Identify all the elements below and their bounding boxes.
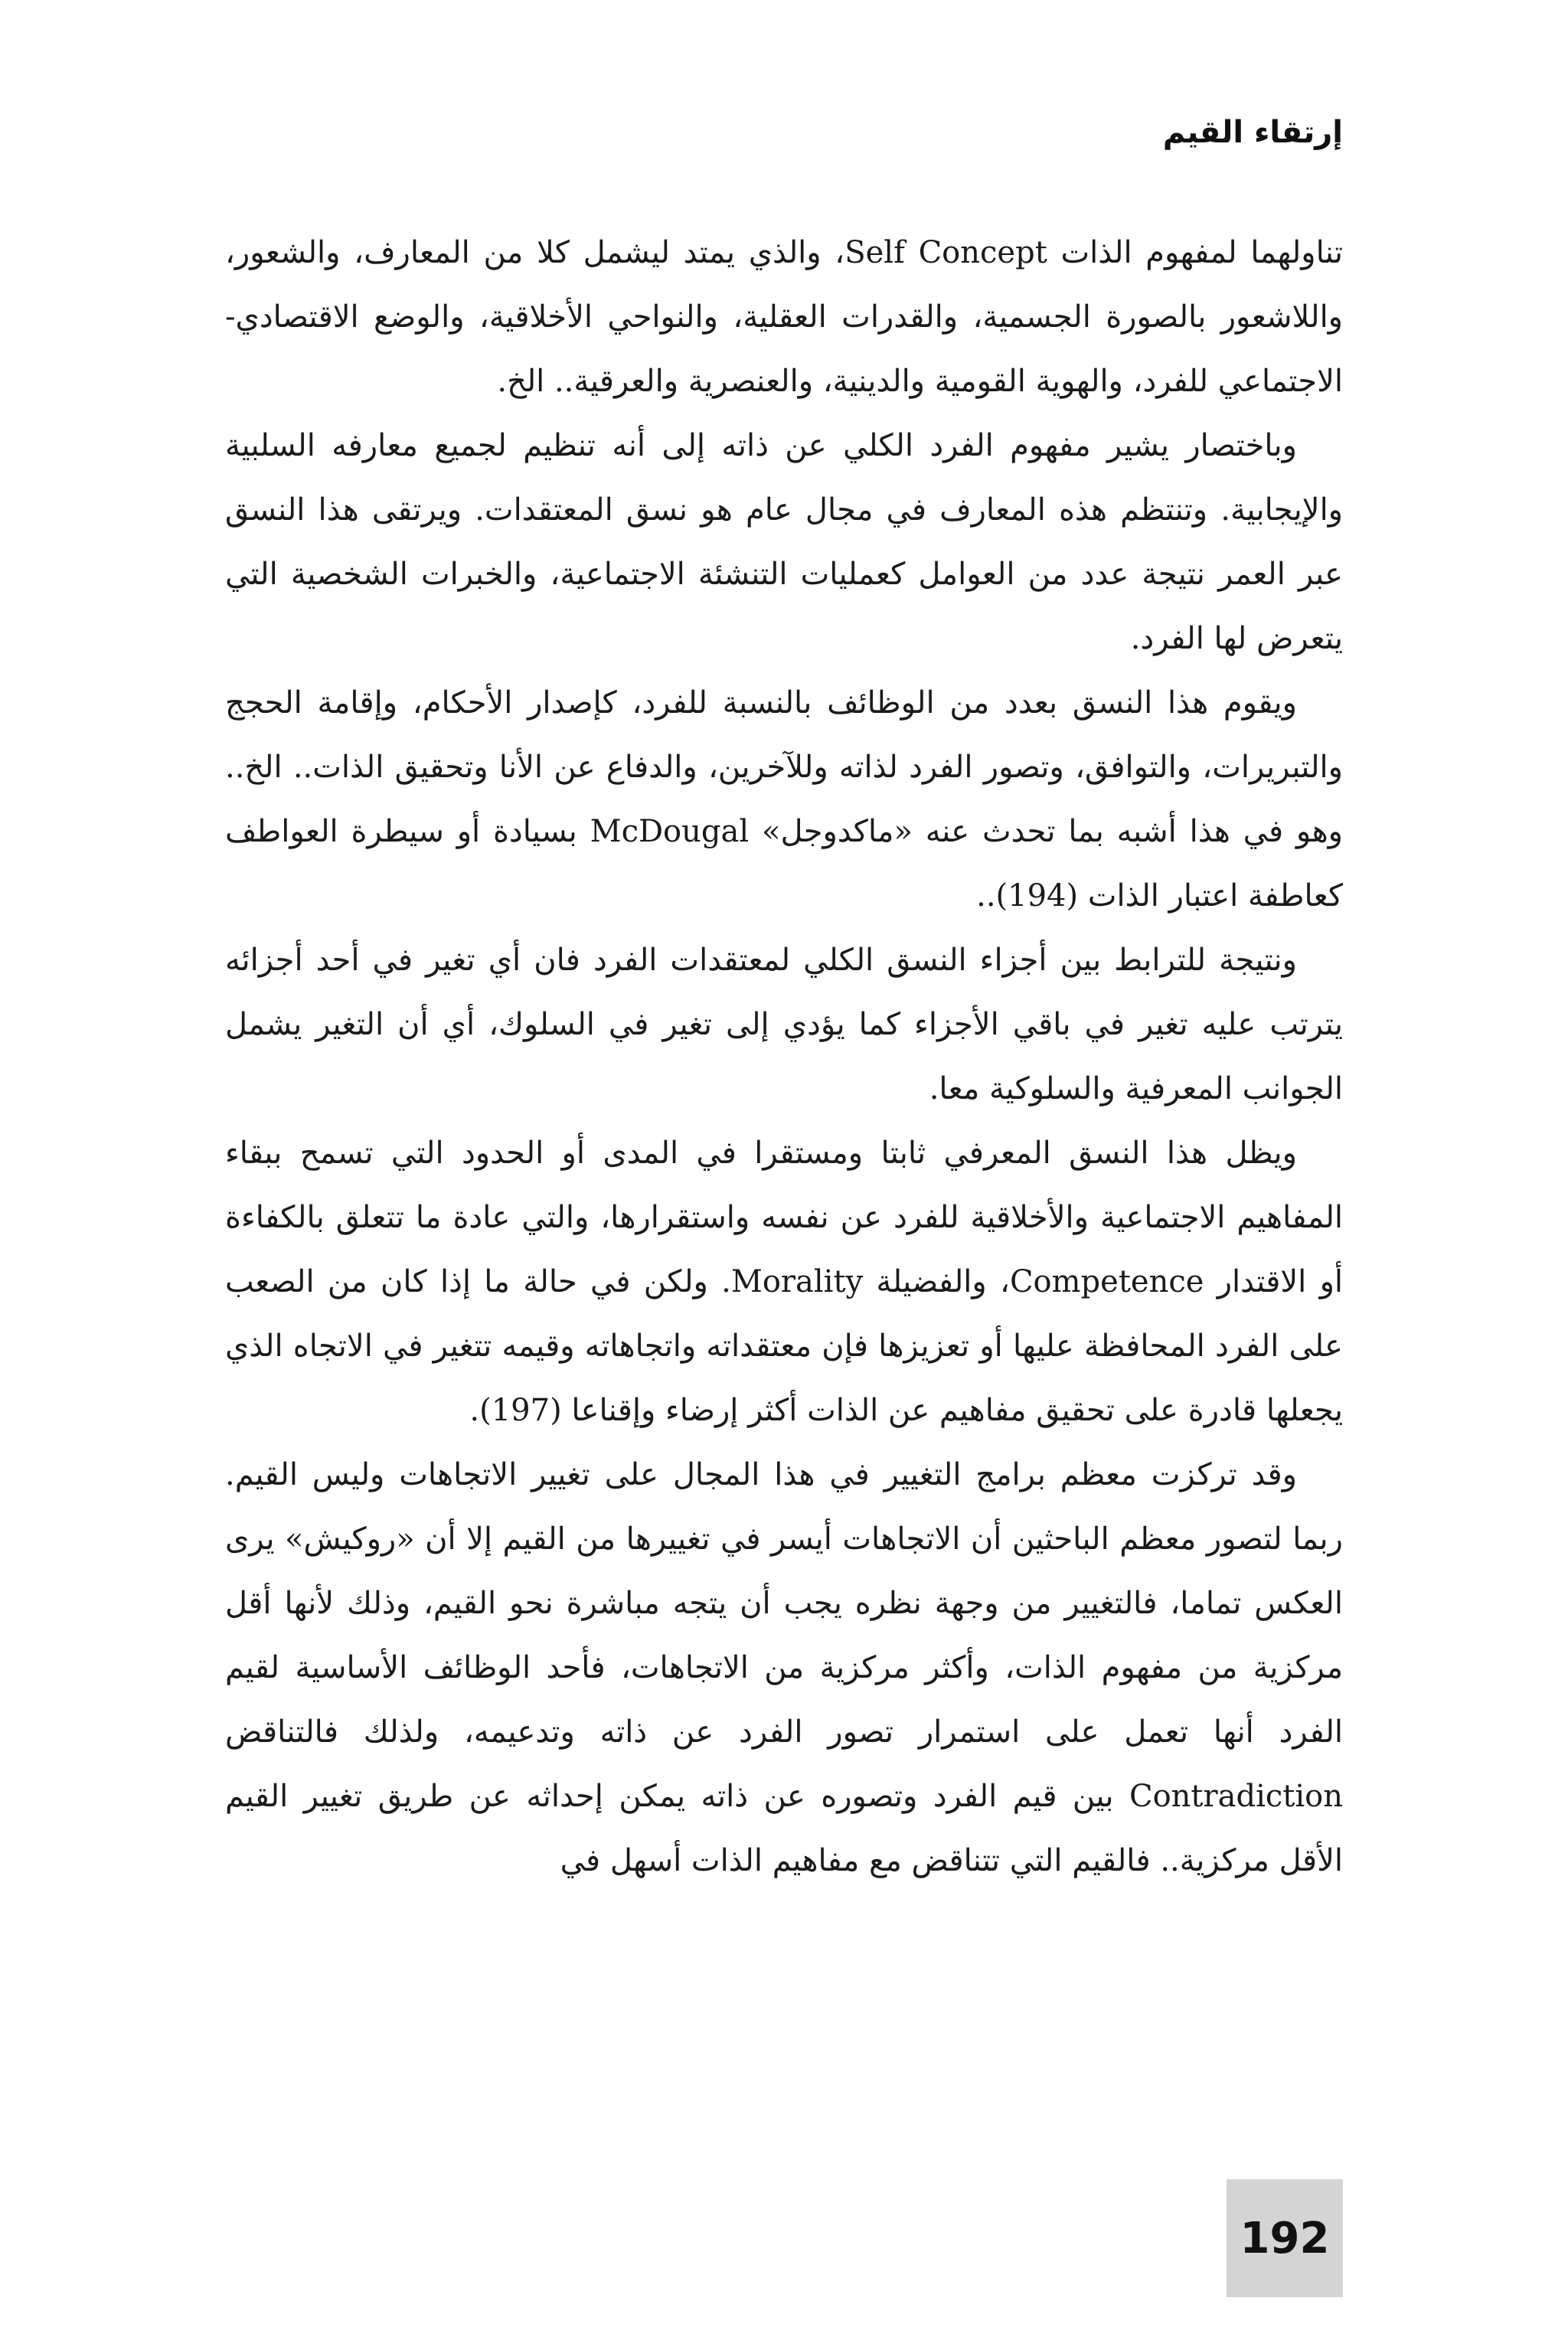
paragraph-6: وقد تركزت معظم برامج التغيير في هذا المجال على تغيير الاتجاهات وليس القيم. ربما لتصور معظم الباحثين أن الاتجاهات أيسر في تغييرها من القيم إلا أن «روكيش» يرى العكس تماما، فالتغيير من وجهة نظره يجب أن يتجه مباشرة نحو القيم، وذلك لأنها أقل مركزية من مفهوم الذات، وأكثر مركزية من الاتجاهات، فأحد الوظائف الأساسية لقيم الفرد أنها تعمل على استمرار تصور الفرد عن ذاته وتدعيمه، ولذلك فالتناقض Contradiction بين قيم الفرد وتصوره عن ذاته يمكن إحداثه عن طريق تغيير القيم الأقل مركزية.. فالقيم التي تتناقض مع مفاهيم الذات أسهل في [225,1457,1343,1878]
paragraph-3: ويقوم هذا النسق بعدد من الوظائف بالنسبة للفرد، كإصدار الأحكام، وإقامة الحجج والتبريرات، والتوافق، وتصور الفرد لذاته وللآخرين، والدفاع عن الأنا وتحقيق الذات.. الخ.. وهو في هذا أشبه بما تحدث عنه «ماكدوجل» McDougal بسيادة أو سيطرة العواطف كعاطفة اعتبار الذات (194).. [225,685,1343,914]
body-text [225,221,1343,1893]
running-header: إرتقاء القيم [1162,115,1343,150]
paragraph-5: ويظل هذا النسق المعرفي ثابتا ومستقرا في المدى أو الحدود التي تسمح ببقاء المفاهيم الاجتماعية والأخلاقية للفرد عن نفسه واستقرارها، والتي عادة ما تتعلق بالكفاءة أو الاقتدار Competence، والفضيلة Morality. ولكن في حالة ما إذا كان من الصعب على الفرد المحافظة عليها أو تعزيزها فإن معتقداته واتجاهاته وقيمه تتغير في الاتجاه الذي يجعلها قادرة على تحقيق مفاهيم عن الذات أكثر إرضاء وإقناعا (197). [225,1136,1343,1428]
paragraph-2: وباختصار يشير مفهوم الفرد الكلي عن ذاته إلى أنه تنظيم لجميع معارفه السلبية والإيجابية. وتنتظم هذه المعارف في مجال عام هو نسق المعتقدات. ويرتقى هذا النسق عبر العمر نتيجة عدد من العوامل كعمليات التنشئة الاجتماعية، والخبرات الشخصية التي يتعرض لها الفرد. [225,428,1343,656]
paragraph-1: تناولهما لمفهوم الذات Self Concept، والذي يمتد ليشمل كلا من المعارف، والشعور، واللاشعور بالصورة الجسمية، والقدرات العقلية، والنواحي الأخلاقية، والوضع الاقتصادي-الاجتماعي للفرد، والهوية القومية والدينية، والعنصرية والعرقية.. الخ. [225,235,1343,399]
page-number: 192 [1227,2179,1343,2297]
paragraph-4: ونتيجة للترابط بين أجزاء النسق الكلي لمعتقدات الفرد فان أي تغير في أحد أجزائه يترتب عليه تغير في باقي الأجزاء كما يؤدي إلى تغير في السلوك، أي أن التغير يشمل الجوانب المعرفية والسلوكية معا. [225,943,1343,1106]
